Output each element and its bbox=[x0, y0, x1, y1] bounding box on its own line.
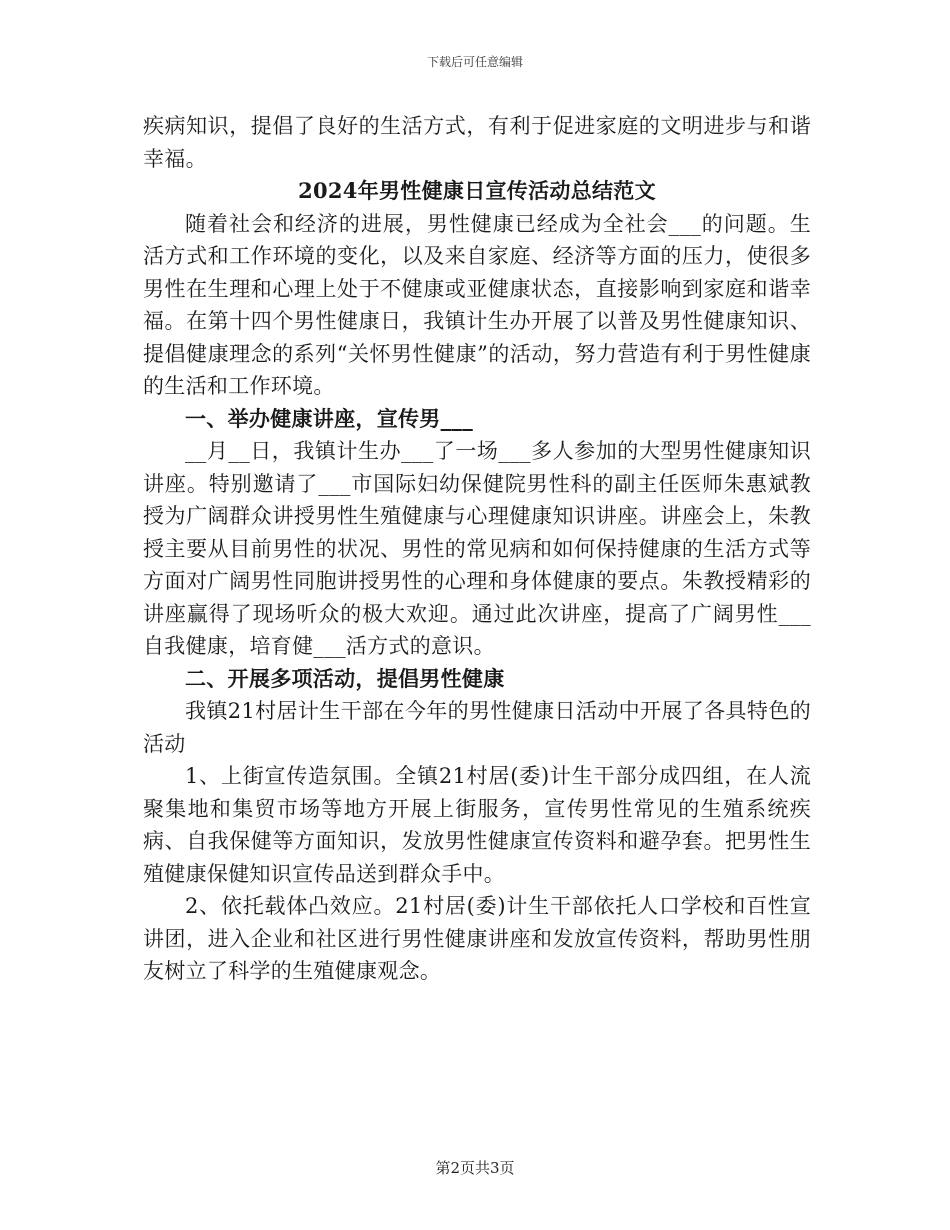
paragraph-5: 2、依托载体凸效应。21村居(委)计生干部依托人口学校和百性宣讲团，进入企业和社区进行男性健康讲座和发放宣传资料，帮助男性朋友树立了科学的生殖健康观念。 bbox=[143, 894, 811, 983]
header-note: 下载后可任意编辑 bbox=[426, 55, 523, 69]
document-body bbox=[143, 110, 811, 988]
intro-tail-paragraph: 疾病知识，提倡了良好的生活方式，有利于促进家庭的文明进步与和谐幸福。 bbox=[143, 114, 811, 171]
paragraph-4: 1、上街宣传造氛围。全镇21村居(委)计生干部分成四组，在人流聚集地和集贸市场等地方开展上街服务，宣传男性常见的生殖系统疾病、自我保健等方面知识，发放男性健康宣传资料和避孕套。把男性生殖健康保健知识宣传品送到群众手中。 bbox=[143, 764, 811, 886]
paragraph-3: 我镇21村居计生干部在今年的男性健康日活动中开展了各具特色的活动 bbox=[143, 699, 811, 756]
section-heading-1: 一、举办健康讲座，宣传男___ bbox=[185, 405, 473, 431]
document-title: 2024年男性健康日宣传活动总结范文 bbox=[298, 178, 656, 203]
page-number: 第2页共3页 bbox=[435, 1159, 515, 1177]
section-heading-2: 二、开展多项活动，提倡男性健康 bbox=[185, 665, 505, 691]
paragraph-1: 随着社会和经济的进展，男性健康已经成为全社会___的问题。生活方式和工作环境的变化，以及来自家庭、经济等方面的压力，使很多男性在生理和心理上处于不健康或亚健康状态，直接影响到家庭和谐幸福。在第十四个男性健康日，我镇计生办开展了以普及男性健康知识、提倡健康理念的系列“关怀男性健康”的活动，努力营造有利于男性健康的生活和工作环境。 bbox=[143, 211, 811, 398]
paragraph-2: __月__日，我镇计生办___了一场___多人参加的大型男性健康知识讲座。特别邀请了___市国际妇幼保健院男性科的副主任医师朱惠斌教授为广阔群众讲授男性生殖健康与心理健康知识讲座。讲座会上，朱教授主要从目前男性的状况、男性的常见病和如何保持健康的生活方式等方面对广阔男性同胞讲授男性的心理和身体健康的要点。朱教授精彩的讲座赢得了现场听众的极大欢迎。通过此次讲座，提高了广阔男性___自我健康，培育健___活方式的意识。 bbox=[143, 439, 811, 658]
